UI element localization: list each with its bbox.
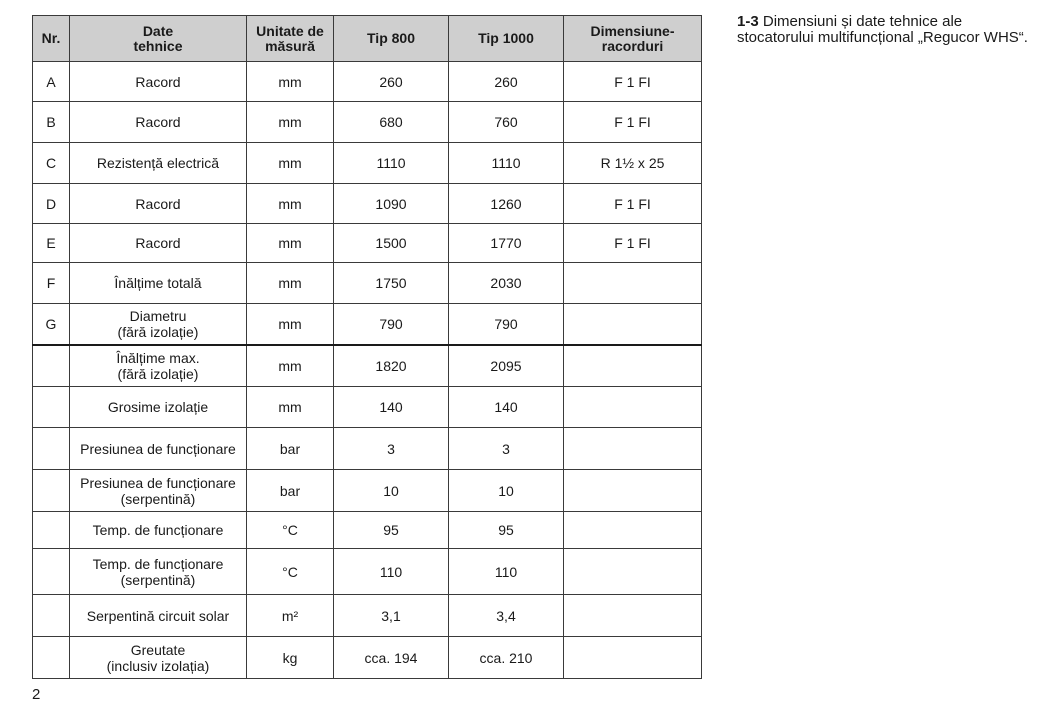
cell-dimensiune	[564, 263, 702, 304]
table-row	[33, 62, 702, 102]
cell-dimensiune	[564, 470, 702, 512]
cell-nr	[33, 428, 70, 470]
cell-unit: bar	[247, 470, 334, 512]
table-row	[33, 224, 702, 263]
cell-tip-1000: 2095	[449, 345, 564, 387]
cell-tip-1000: 1110	[449, 143, 564, 184]
cell-unit: mm	[247, 263, 334, 304]
cell-unit: mm	[247, 224, 334, 263]
table-row	[33, 387, 702, 428]
table-row	[33, 637, 702, 679]
page-number: 2	[32, 686, 41, 703]
cell-tip-800: 110	[334, 549, 449, 595]
cell-name: Temp. de funcționare (serpentină)	[70, 549, 247, 595]
cell-unit: mm	[247, 102, 334, 143]
cell-name: Înălțime totală	[70, 263, 247, 304]
cell-dimensiune: R 1½ x 25	[564, 143, 702, 184]
header-tip-1000: Tip 1000	[449, 16, 564, 62]
cell-unit: kg	[247, 637, 334, 679]
caption-text: Dimensiuni și date tehnice ale stocatorului multifuncțional „Regucor WHS“.	[737, 13, 1028, 46]
cell-nr: C	[33, 143, 70, 184]
cell-tip-1000: 760	[449, 102, 564, 143]
cell-unit: mm	[247, 184, 334, 224]
header-tip-800: Tip 800	[334, 16, 449, 62]
table-row	[33, 428, 702, 470]
cell-unit: mm	[247, 387, 334, 428]
cell-tip-1000: 1260	[449, 184, 564, 224]
cell-tip-800: 3	[334, 428, 449, 470]
cell-name: Grosime izolație	[70, 387, 247, 428]
cell-tip-800: 1820	[334, 345, 449, 387]
cell-dimensiune: F 1 FI	[564, 102, 702, 143]
header-nr: Nr.	[33, 16, 70, 62]
cell-dimensiune	[564, 304, 702, 345]
cell-nr	[33, 387, 70, 428]
cell-unit: mm	[247, 345, 334, 387]
cell-tip-1000: 3,4	[449, 595, 564, 637]
cell-unit: mm	[247, 62, 334, 102]
cell-tip-800: 140	[334, 387, 449, 428]
cell-tip-1000: 10	[449, 470, 564, 512]
cell-tip-1000: 790	[449, 304, 564, 345]
cell-nr	[33, 345, 70, 387]
cell-name: Presiunea de funcționare (serpentină)	[70, 470, 247, 512]
cell-dimensiune	[564, 345, 702, 387]
cell-unit: m²	[247, 595, 334, 637]
cell-nr	[33, 470, 70, 512]
header-date-tehnice: Date tehnice	[70, 16, 247, 62]
cell-tip-1000: cca. 210	[449, 637, 564, 679]
cell-nr: G	[33, 304, 70, 345]
cell-nr	[33, 549, 70, 595]
cell-tip-800: 790	[334, 304, 449, 345]
table-row	[33, 102, 702, 143]
cell-nr	[33, 637, 70, 679]
cell-tip-800: 1750	[334, 263, 449, 304]
table-row	[33, 263, 702, 304]
table-row	[33, 143, 702, 184]
cell-name: Diametru (fără izolație)	[70, 304, 247, 345]
cell-name: Racord	[70, 184, 247, 224]
cell-nr: A	[33, 62, 70, 102]
cell-nr	[33, 595, 70, 637]
table-row	[33, 595, 702, 637]
table-row	[33, 184, 702, 224]
caption-ref: 1-3	[737, 13, 759, 30]
cell-name: Presiunea de funcționare	[70, 428, 247, 470]
cell-name: Rezistență electrică	[70, 143, 247, 184]
cell-unit: mm	[247, 143, 334, 184]
cell-tip-800: 680	[334, 102, 449, 143]
cell-nr: B	[33, 102, 70, 143]
cell-tip-800: 3,1	[334, 595, 449, 637]
table-row	[33, 512, 702, 549]
cell-unit: bar	[247, 428, 334, 470]
technical-data-table	[32, 15, 702, 679]
table-row	[33, 470, 702, 512]
cell-name: Greutate (inclusiv izolația)	[70, 637, 247, 679]
cell-tip-800: 1110	[334, 143, 449, 184]
cell-tip-800: cca. 194	[334, 637, 449, 679]
cell-nr	[33, 512, 70, 549]
table-row	[33, 304, 702, 345]
cell-tip-800: 95	[334, 512, 449, 549]
cell-unit: °C	[247, 512, 334, 549]
cell-name: Racord	[70, 102, 247, 143]
cell-dimensiune: F 1 FI	[564, 224, 702, 263]
cell-tip-1000: 2030	[449, 263, 564, 304]
cell-dimensiune	[564, 387, 702, 428]
cell-name: Racord	[70, 224, 247, 263]
cell-name: Înălțime max. (fără izolație)	[70, 345, 247, 387]
figure-caption	[737, 14, 1037, 46]
cell-tip-800: 260	[334, 62, 449, 102]
header-unitate: Unitate de măsură	[247, 16, 334, 62]
cell-tip-1000: 3	[449, 428, 564, 470]
cell-dimensiune: F 1 FI	[564, 62, 702, 102]
table-header-row	[33, 16, 702, 62]
cell-tip-1000: 1770	[449, 224, 564, 263]
table-row	[33, 345, 702, 387]
cell-name: Serpentină circuit solar	[70, 595, 247, 637]
cell-dimensiune	[564, 549, 702, 595]
cell-name: Racord	[70, 62, 247, 102]
cell-dimensiune	[564, 512, 702, 549]
cell-tip-1000: 110	[449, 549, 564, 595]
cell-dimensiune: F 1 FI	[564, 184, 702, 224]
cell-tip-800: 1090	[334, 184, 449, 224]
cell-unit: °C	[247, 549, 334, 595]
cell-nr: E	[33, 224, 70, 263]
cell-nr: D	[33, 184, 70, 224]
cell-unit: mm	[247, 304, 334, 345]
cell-name: Temp. de funcționare	[70, 512, 247, 549]
cell-tip-1000: 140	[449, 387, 564, 428]
cell-tip-1000: 260	[449, 62, 564, 102]
cell-dimensiune	[564, 637, 702, 679]
cell-nr: F	[33, 263, 70, 304]
cell-dimensiune	[564, 428, 702, 470]
cell-tip-1000: 95	[449, 512, 564, 549]
cell-tip-800: 10	[334, 470, 449, 512]
cell-tip-800: 1500	[334, 224, 449, 263]
cell-dimensiune	[564, 595, 702, 637]
table-row	[33, 549, 702, 595]
header-dimensiune: Dimensiune- racorduri	[564, 16, 702, 62]
